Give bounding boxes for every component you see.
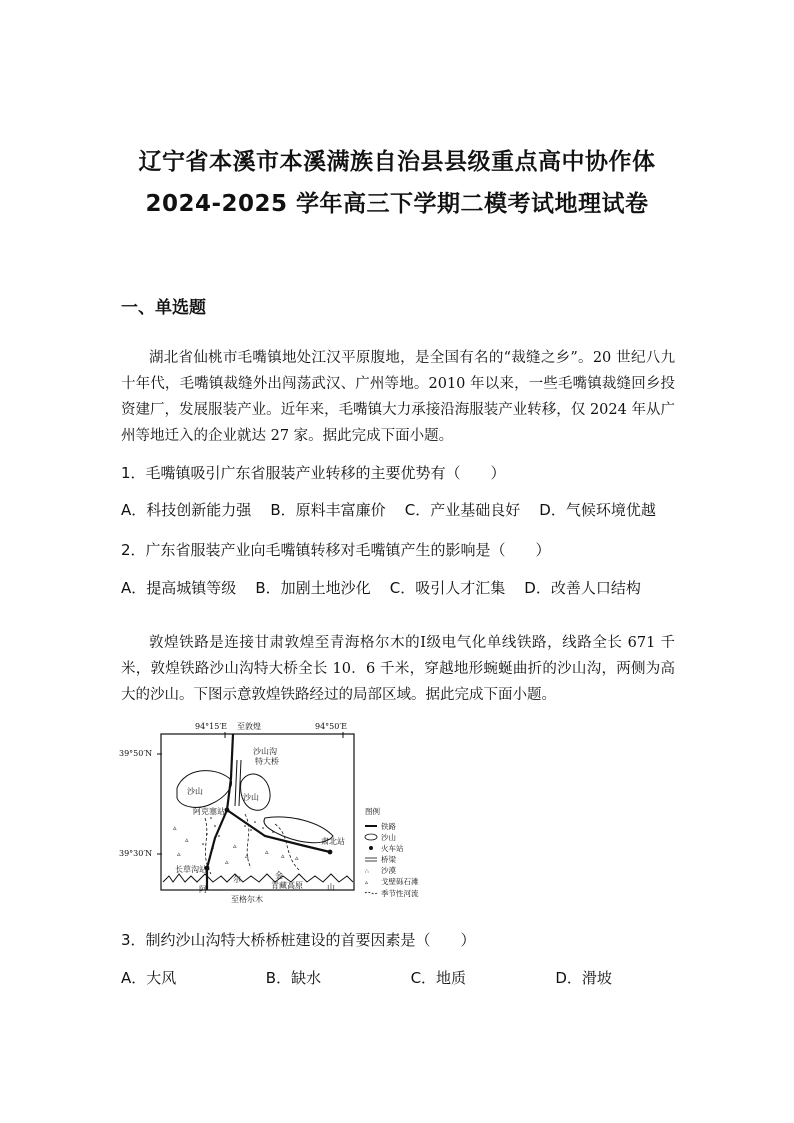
q2-option-c[interactable]: C．吸引人才汇集	[389, 579, 506, 597]
map-lat-label-1: 39°50′N	[119, 749, 153, 758]
q1-option-c[interactable]: C．产业基础良好	[404, 501, 521, 519]
q3-option-a[interactable]: A．大风	[121, 969, 177, 987]
map-to-golmud-label: 至格尔木	[231, 895, 263, 904]
svg-text:▵: ▵	[365, 879, 369, 886]
q3-option-c[interactable]: C．地质	[410, 969, 467, 987]
exam-title-line1: 辽宁省本溪市本溪满族自治县县级重点高中协作体	[138, 149, 656, 175]
svg-text:▵: ▵	[265, 848, 269, 856]
legend-seasonal-river: 季节性河流	[381, 889, 419, 898]
svg-text:▵: ▵	[281, 852, 285, 860]
mountain-range	[163, 874, 353, 882]
svg-text:▵: ▵	[173, 824, 177, 832]
bridge-line-1	[235, 760, 237, 806]
map-lon-label-2: 94°50′E	[315, 722, 348, 731]
map-sand-label-1: 沙山	[187, 787, 203, 796]
q2-option-d[interactable]: D．改善人口结构	[524, 579, 641, 597]
map-bridge-label-2: 特大桥	[255, 757, 279, 766]
legend-gobi: 戈壁砾石滩	[381, 877, 419, 886]
svg-text:▵: ▵	[185, 836, 189, 844]
svg-text:▵: ▵	[295, 854, 299, 862]
map-a-char: 阿	[199, 885, 207, 894]
question-2-stem: 2．广东省服装产业向毛嘴镇转移对毛嘴镇产生的影响是（ ）	[121, 541, 551, 559]
map-jin-char: 金	[275, 871, 283, 880]
station-subei-marker	[328, 850, 333, 855]
map-station-changcao-label: 长草沟站	[175, 865, 207, 874]
map-legend	[365, 806, 419, 898]
passage-1: 湖北省仙桃市毛嘴镇地处江汉平原腹地，是全国有名的“裁缝之乡”。20 世纪八九十年代，毛嘴镇裁缝外出闯荡武汉、广州等地。2010 年以来，一些毛嘴镇裁缝回乡投资建厂，发展服装产业。近年来，毛嘴镇大力承接沿海服装产业转移，仅 2024 年从广州等地迁入的企业就达 27 家。据此完成下面小题。	[121, 350, 675, 444]
legend-title: 图例	[365, 807, 380, 816]
question-1-stem: 1．毛嘴镇吸引广东省服装产业转移的主要优势有（ ）	[121, 464, 506, 482]
legend-railway: 铁路	[381, 822, 396, 831]
question-3-options	[121, 967, 695, 988]
map-station-aksai-label: 阿克塞站	[193, 807, 225, 816]
map-to-dunhuang-label: 至敦煌	[237, 722, 261, 731]
exam-title-line2: 2024-2025 学年高三下学期二模考试地理试卷	[145, 191, 649, 217]
question-1-options	[121, 499, 656, 520]
svg-text:▵: ▵	[245, 852, 249, 860]
map-plateau-label: 青藏高原	[271, 881, 303, 890]
question-3-stem: 3．制约沙山沟特大桥桥桩建设的首要因素是（ ）	[121, 931, 476, 949]
q2-option-a[interactable]: A．提高城镇等级	[121, 579, 237, 597]
q3-option-b[interactable]: B．缺水	[265, 969, 322, 987]
map-shan-char: 山	[327, 883, 335, 892]
map-lon-label-1: 94°15′E	[195, 722, 228, 731]
q1-option-b[interactable]: B．原料丰富廉价	[270, 501, 386, 519]
map-er-char: 尔	[233, 875, 241, 884]
svg-text:▵: ▵	[233, 842, 237, 850]
question-2-options	[121, 577, 641, 598]
legend-desert: 沙漠	[381, 866, 396, 875]
q2-option-b[interactable]: B．加剧土地沙化	[255, 579, 371, 597]
svg-text:∴: ∴	[365, 868, 369, 875]
legend-bridge: 桥梁	[381, 855, 396, 864]
legend-sand: 沙山	[381, 833, 396, 842]
section-heading: 一、单选题	[121, 298, 206, 318]
map-bridge-label-1: 沙山沟	[253, 747, 277, 756]
railway-region-map	[115, 718, 445, 908]
q1-option-a[interactable]: A．科技创新能力强	[121, 501, 252, 519]
map-station-subei-label: 肃北站	[321, 837, 345, 846]
legend-station: 火车站	[381, 844, 404, 853]
svg-text:▵: ▵	[177, 850, 181, 858]
map-sand-label-2: 沙山	[243, 793, 259, 802]
svg-text:▵: ▵	[225, 858, 229, 866]
sand-dune-west	[177, 771, 232, 808]
station-aksai-marker	[225, 808, 230, 813]
passage-2: 敦煌铁路是连接甘肃敦煌至青海格尔木的Ⅰ级电气化单线铁路，线路全长 671 千米，敦煌铁路沙山沟特大桥全长 10．6 千米，穿越地形蜿蜒曲折的沙山沟，两侧为高大的沙山。下图示意敦煌铁路经过的局部区域。据此完成下面小题。	[121, 635, 675, 703]
q3-option-d[interactable]: D．滑坡	[555, 969, 612, 987]
q1-option-d[interactable]: D．气候环境优越	[539, 501, 656, 519]
map-lat-label-2: 39°30′N	[119, 849, 153, 858]
